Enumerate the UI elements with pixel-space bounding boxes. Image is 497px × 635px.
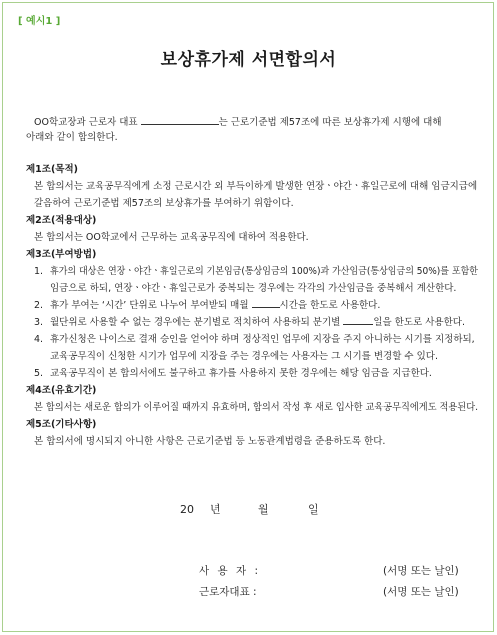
article-text: 본 합의서는 새로운 합의가 이루어질 때까지 유효하며, 합의서 작성 후 새로 입사한 교육공무직에게도 적용된다.	[34, 402, 479, 413]
signature-label: 근로자대표 :	[199, 586, 257, 598]
intro-text: 아래와 같이 합의한다.	[26, 132, 118, 143]
blank-representative-name	[141, 123, 219, 125]
signature-note: (서명 또는 날인)	[383, 586, 459, 598]
article-5-line	[34, 433, 478, 450]
item-number: 1.	[34, 266, 44, 277]
signature-label: 사 용 자 :	[199, 565, 258, 577]
line-text	[50, 314, 465, 331]
article-text: 갈음하여 근로기준법 제57조의 보상휴가를 부여하기 위함이다.	[34, 198, 294, 209]
item-text: 휴가신청은 나이스로 결재 승인을 얻어야 하며 정상적인 업무에 지장을 주지 아니하는 시기를 지정하되,	[50, 334, 475, 345]
item-text-after-blank: 일을 한도로 사용한다.	[373, 317, 465, 328]
intro-paragraph	[26, 115, 478, 145]
signature-note: (서명 또는 날인)	[383, 565, 459, 577]
item-text: 임금으로 하되, 연장ㆍ야간ㆍ휴일근로가 중복되는 경우에는 각각의 가산임금을 중복해서 계산한다.	[50, 283, 457, 294]
article-3-item-1-continued	[50, 280, 478, 297]
article-text: 본 합의서에 명시되지 아니한 사항은 근로기준법 등 노동관계법령을 준용하도록 한다.	[34, 436, 386, 447]
intro-line	[34, 115, 478, 130]
item-text-before-blank: 휴가 부여는 ‘시간’ 단위로 나누어 부여받되 매월	[50, 300, 252, 311]
blank-quarterly-days	[343, 323, 373, 325]
article-3-item-5	[34, 365, 478, 382]
articles	[26, 161, 478, 450]
article-1-heading: 제1조(목적)	[26, 164, 79, 175]
article-2-line	[34, 229, 478, 246]
article-1-line	[34, 178, 478, 195]
article-2-heading: 제2조(적용대상)	[26, 215, 97, 226]
article-4-line	[34, 399, 478, 416]
line-text	[34, 115, 442, 130]
article-text: 본 합의서는 교육공무직에게 소정 근로시간 외 부득이하게 발생한 연장ㆍ야간ㆍ휴일근로에 대해 임금지급에	[34, 181, 478, 192]
article-5-heading: 제5조(기타사항)	[26, 419, 97, 430]
date-line	[0, 502, 497, 518]
signature-row-worker-representative	[199, 584, 469, 600]
item-text: 교육공무직이 본 합의서에도 불구하고 휴가를 사용하지 못한 경우에는 해당 임금을 지급한다.	[50, 368, 432, 379]
item-text: 교육공무직이 신청한 시기가 업무에 지장을 주는 경우에는 사용자는 그 시기를 변경할 수 있다.	[50, 351, 438, 362]
date-month-unit: 월	[258, 503, 269, 516]
item-text-after-blank: 시간을 한도로 사용한다.	[279, 300, 381, 311]
item-number: 4.	[34, 334, 44, 345]
item-number: 3.	[34, 317, 44, 328]
article-text: 본 합의서는 OO학교에서 근무하는 교육공무직에 대하여 적용한다.	[34, 232, 309, 243]
article-3-item-3	[34, 314, 478, 331]
article-1-line	[34, 195, 478, 212]
line-text	[50, 297, 380, 314]
date-year-prefix: 20	[180, 503, 194, 516]
item-number: 2.	[34, 300, 44, 311]
article-3-item-4-continued	[50, 348, 478, 365]
item-number: 5.	[34, 368, 44, 379]
article-3-item-4	[34, 331, 478, 348]
intro-line	[26, 130, 478, 145]
date-day-unit: 일	[308, 503, 319, 516]
item-text-before-blank: 월단위로 사용할 수 없는 경우에는 분기별로 적치하여 사용하되 분기별	[50, 317, 344, 328]
article-3-item-2	[34, 297, 478, 314]
article-3-item-1	[34, 263, 478, 280]
intro-text-after-blank: 는 근로기준법 제57조에 따른 보상휴가제 시행에 대해	[218, 117, 442, 128]
signature-row-employer	[199, 563, 469, 579]
example-label: [ 예시1 ]	[18, 16, 61, 27]
article-4-heading: 제4조(유효기간)	[26, 385, 97, 396]
date-year-unit: 년	[210, 503, 221, 516]
blank-monthly-hours	[252, 306, 280, 308]
intro-text-before-blank: OO학교장과 근로자 대표	[34, 117, 141, 128]
article-3-heading: 제3조(부여방법)	[26, 249, 97, 260]
document-title: 보상휴가제 서면합의서	[160, 50, 337, 70]
item-text: 휴가의 대상은 연장ㆍ야간ㆍ휴일근로의 기본임금(통상임금의 100%)과 가산임금(통상임금의 50%)를 포함한	[50, 266, 478, 277]
